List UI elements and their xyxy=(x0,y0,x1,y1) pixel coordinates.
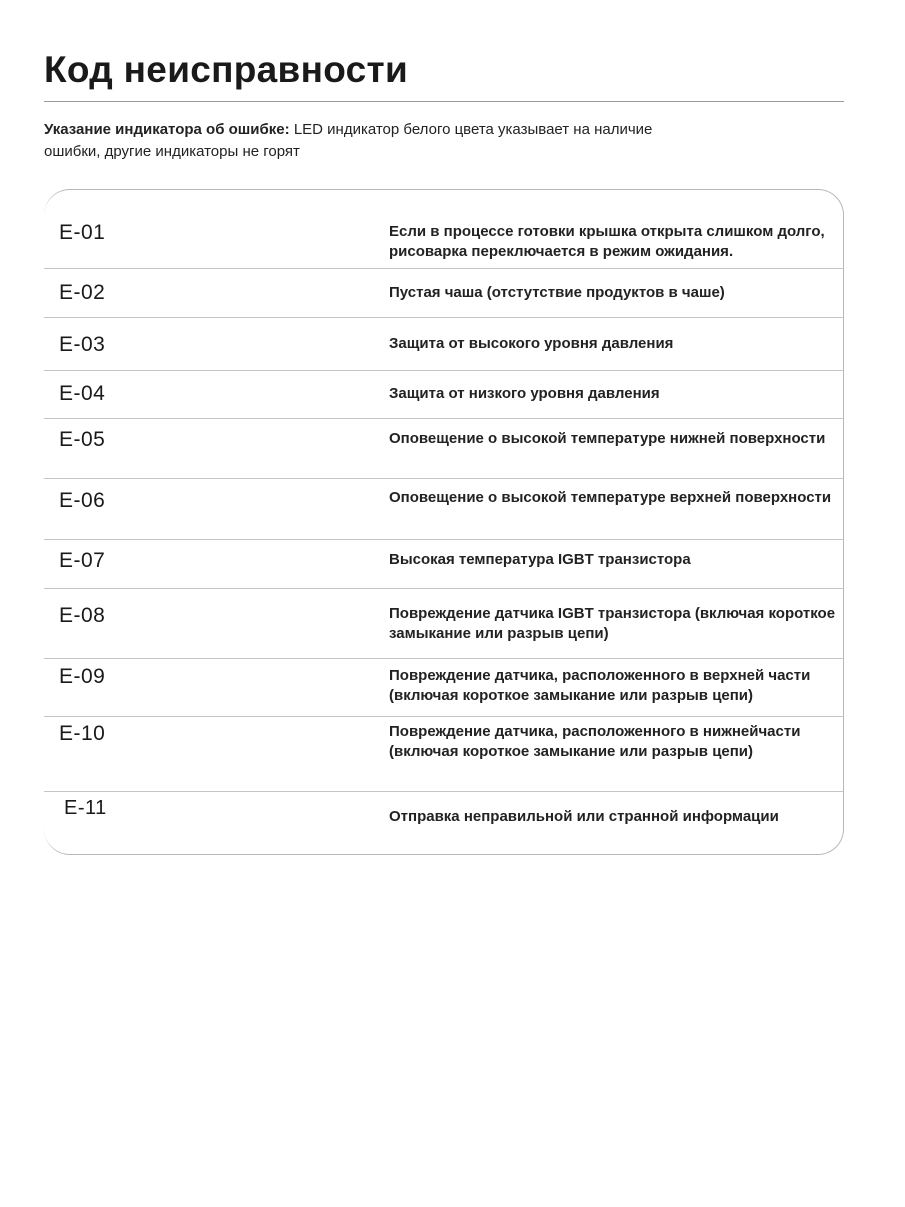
code-row-e04 xyxy=(44,371,843,419)
error-code: E-05 xyxy=(59,428,106,451)
intro-text: LED индикатор белого цвета указывает на наличие ошибки, другие индикаторы не горят xyxy=(44,121,653,160)
error-description: Пустая чаша (отстутствие продуктов в чаше) xyxy=(389,284,725,301)
code-row-e02 xyxy=(44,269,843,318)
code-row-e06 xyxy=(44,479,843,540)
code-row-e03 xyxy=(44,318,843,371)
code-row-e11 xyxy=(44,792,843,854)
error-description: Защита от низкого уровня давления xyxy=(389,385,660,402)
code-row-e09 xyxy=(44,659,843,717)
error-code: E-01 xyxy=(59,221,106,244)
error-code: E-02 xyxy=(59,281,106,304)
error-code: E-03 xyxy=(59,333,106,356)
code-row-e10 xyxy=(44,717,843,792)
error-indicator-intro xyxy=(44,119,684,163)
error-code: E-08 xyxy=(59,604,106,627)
error-description: Повреждение датчика, расположенного в верхней части (включая короткое замыкание или разрыв цепи) xyxy=(389,667,811,704)
error-code: E-09 xyxy=(59,665,106,688)
error-codes-list xyxy=(44,211,843,854)
error-code: E-04 xyxy=(59,382,106,405)
error-description: Если в процессе готовки крышка открыта слишком долго, рисоварка переключается в режим ожидания. xyxy=(389,223,825,260)
intro-label: Указание индикатора об ошибке: xyxy=(44,121,290,138)
error-description: Оповещение о высокой температуре верхней поверхности xyxy=(389,489,832,506)
code-row-e08 xyxy=(44,589,843,659)
page-title: Код неисправности xyxy=(44,49,408,90)
error-codes-table xyxy=(44,189,844,855)
error-code: E-07 xyxy=(59,549,106,572)
error-code: E-11 xyxy=(64,797,107,819)
code-row-e01 xyxy=(44,211,843,269)
error-code: E-10 xyxy=(59,722,106,745)
error-description: Повреждение датчика, расположенного в нижнейчасти (включая короткое замыкание или разрыв цепи) xyxy=(389,723,801,760)
code-row-e05 xyxy=(44,419,843,479)
title-divider xyxy=(44,101,844,102)
error-code: E-06 xyxy=(59,489,106,512)
error-description: Повреждение датчика IGBT транзистора (включая короткое замыкание или разрыв цепи) xyxy=(389,605,836,642)
code-row-e07 xyxy=(44,540,843,589)
error-description: Высокая температура IGBT транзистора xyxy=(389,551,691,568)
error-description: Оповещение о высокой температуре нижней поверхности xyxy=(389,430,826,447)
error-description: Защита от высокого уровня давления xyxy=(389,335,674,352)
error-description: Отправка неправильной или странной информации xyxy=(389,808,779,825)
